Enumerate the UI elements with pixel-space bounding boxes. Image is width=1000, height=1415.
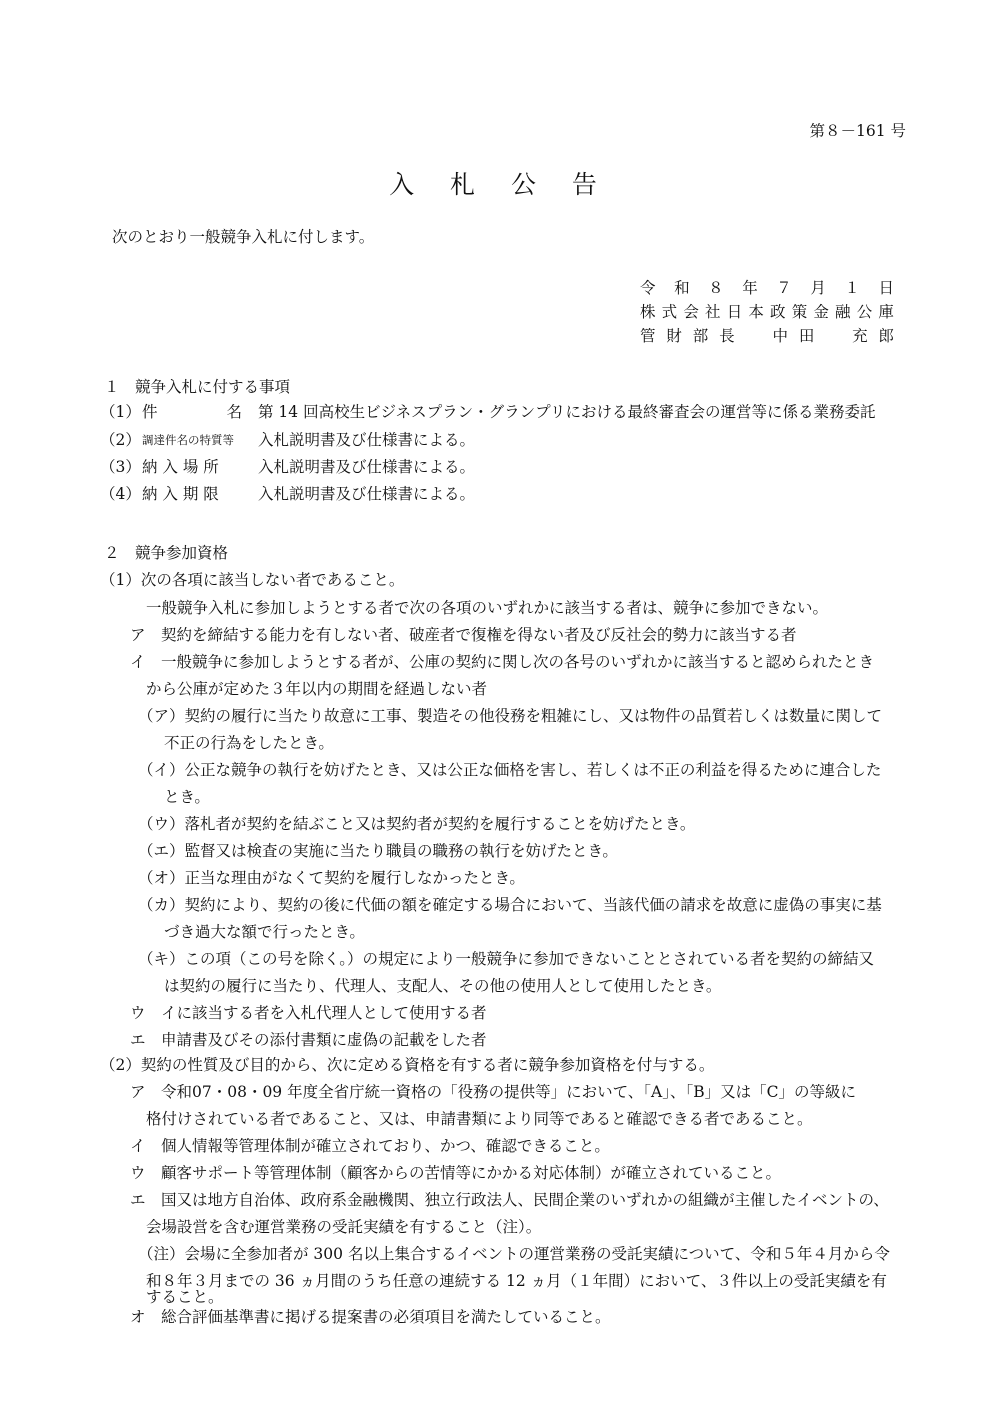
note-item: （注）会場に全参加者が 300 名以上集合するイベントの運営業務の受託実績について、令和５年４月から令: [138, 1245, 890, 1263]
issue-date-char: 年: [742, 279, 758, 297]
org-char: 日: [726, 303, 743, 321]
document-title: 入 札 公 告: [389, 170, 611, 199]
row-label: 納 入 期 限: [142, 485, 219, 503]
person-char: 郎: [878, 327, 894, 345]
org-char: 式: [661, 303, 678, 321]
note-item-cont: 和８年３月までの 36 ヵ月間のうち任意の連続する 12 ヵ月（１年間）において、３件以上の受託実績を有: [146, 1272, 887, 1290]
clause-item: イ 個人情報等管理体制が確立されており、かつ、確認できること。: [130, 1137, 610, 1155]
org-char: 社: [705, 303, 721, 321]
sub-item-cont: 不正の行為をしたとき。: [164, 734, 334, 752]
row-number: （1）: [100, 403, 141, 421]
row-label: 調達件名の特質等: [142, 433, 234, 447]
issuer-organization: [640, 299, 894, 323]
person-char: 部: [692, 327, 709, 345]
row-label: 件 名: [142, 403, 242, 421]
sub-item-cont: とき。: [164, 788, 210, 806]
row-value: 入札説明書及び仕様書による。: [258, 458, 476, 476]
issue-date: [640, 275, 894, 299]
sub-item: （エ）監督又は検査の実施に当たり職員の職務の執行を妨げたとき。: [138, 842, 618, 860]
person-char: 充: [852, 327, 868, 345]
person-char: 管: [640, 327, 656, 345]
clause-heading: （2）契約の性質及び目的から、次に定める資格を有する者に競争参加資格を付与する。: [100, 1056, 715, 1074]
row-value: 入札説明書及び仕様書による。: [258, 485, 476, 503]
sub-item-cont: は契約の履行に当たり、代理人、支配人、その他の使用人として使用したとき。: [164, 977, 722, 995]
org-char: 政: [770, 303, 786, 321]
clause-item: エ 国又は地方自治体、政府系金融機関、独立行政法人、民間企業のいずれかの組織が主催したイベントの、: [130, 1191, 889, 1209]
clause-item: イ 一般競争に参加しようとする者が、公庫の契約に関し次の各号のいずれかに該当すると認められたとき: [130, 653, 875, 671]
org-char: 公: [856, 303, 873, 321]
sub-item: （オ）正当な理由がなくて契約を履行しなかったとき。: [138, 869, 525, 887]
issue-date-char: 日: [878, 279, 894, 297]
note-item-cont: すること。: [146, 1288, 224, 1306]
clause-item: ウ イに該当する者を入札代理人として使用する者: [130, 1004, 487, 1022]
row-value: 第 14 回高校生ビジネスプラン・グランプリにおける最終審査会の運営等に係る業務委託: [258, 403, 876, 421]
clause-item: エ 申請書及びその添付書類に虚偽の記載をした者: [130, 1031, 487, 1049]
clause-item-cont: から公庫が定めた３年以内の期間を経過しない者: [146, 680, 488, 698]
clause-item-cont: 会場設営を含む運営業務の受託実績を有すること（注）。: [146, 1218, 542, 1236]
sub-item: （キ）この項（この号を除く。）の規定により一般競争に参加できないこととされている者を契約の締結又: [138, 950, 874, 968]
issue-date-char: ７: [776, 279, 792, 297]
person-char: 財: [666, 327, 682, 345]
clause-heading: （1）次の各項に該当しない者であること。: [100, 571, 405, 589]
issue-date-char: 月: [810, 279, 826, 297]
clause-item: ア 契約を締結する能力を有しない者、破産者で復権を得ない者及び反社会的勢力に該当する者: [130, 626, 797, 644]
sub-item: （イ）公正な競争の執行を妨げたとき、又は公正な価格を害し、若しくは不正の利益を得るために連合した: [138, 761, 882, 779]
sub-item: （ア）契約の履行に当たり故意に工事、製造その他役務を粗雑にし、又は物件の品質若しくは数量に関して: [138, 707, 883, 725]
row-value: 入札説明書及び仕様書による。: [258, 431, 476, 449]
clause-text: 一般競争入札に参加しようとする者で次の各項のいずれかに該当する者は、競争に参加できない。: [146, 599, 829, 617]
clause-item: ウ 顧客サポート等管理体制（顧客からの苦情等にかかる対応体制）が確立されていること。: [130, 1164, 782, 1182]
person-char: 中: [772, 327, 788, 345]
issue-date-char: ８: [708, 279, 724, 297]
document-number: 第８－161 号: [809, 122, 906, 140]
clause-item: オ 総合評価基準書に掲げる提案書の必須項目を満たしていること。: [130, 1308, 611, 1326]
org-char: 会: [683, 303, 699, 321]
row-label: 納 入 場 所: [142, 458, 219, 476]
clause-item-cont: 格付けされている者であること、又は、申請書類により同等であると確認できる者であること。: [146, 1110, 813, 1128]
org-char: 本: [748, 303, 764, 321]
person-char: 田: [798, 327, 815, 345]
sub-item: （カ）契約により、契約の後に代価の額を確定する場合において、当該代価の請求を故意に虚偽の事実に基: [138, 896, 882, 914]
intro-text: 次のとおり一般競争入札に付します。: [112, 228, 375, 246]
issuer-person: [640, 323, 894, 347]
issue-date-char: １: [844, 279, 860, 297]
org-char: 融: [835, 303, 851, 321]
org-char: 株: [640, 303, 656, 321]
sub-item: （ウ）落札者が契約を結ぶこと又は契約者が契約を履行することを妨げたとき。: [138, 815, 696, 833]
issuer-block: [640, 275, 894, 347]
row-number: （2）: [100, 431, 141, 449]
issue-date-char: 和: [674, 279, 690, 297]
section1-heading: １ 競争入札に付する事項: [104, 378, 291, 396]
org-char: 庫: [878, 303, 894, 321]
clause-item: ア 令和07・08・09 年度全省庁統一資格の「役務の提供等」において、「A」、「B」又は「C」の等級に: [130, 1083, 856, 1101]
row-number: （3）: [100, 458, 141, 476]
section2-heading: ２ 競争参加資格: [104, 544, 229, 562]
person-char: 長: [719, 327, 735, 345]
org-char: 策: [791, 303, 808, 321]
sub-item-cont: づき過大な額で行ったとき。: [164, 923, 365, 941]
issue-date-char: 令: [640, 279, 656, 297]
row-number: （4）: [100, 485, 141, 503]
org-char: 金: [813, 303, 829, 321]
